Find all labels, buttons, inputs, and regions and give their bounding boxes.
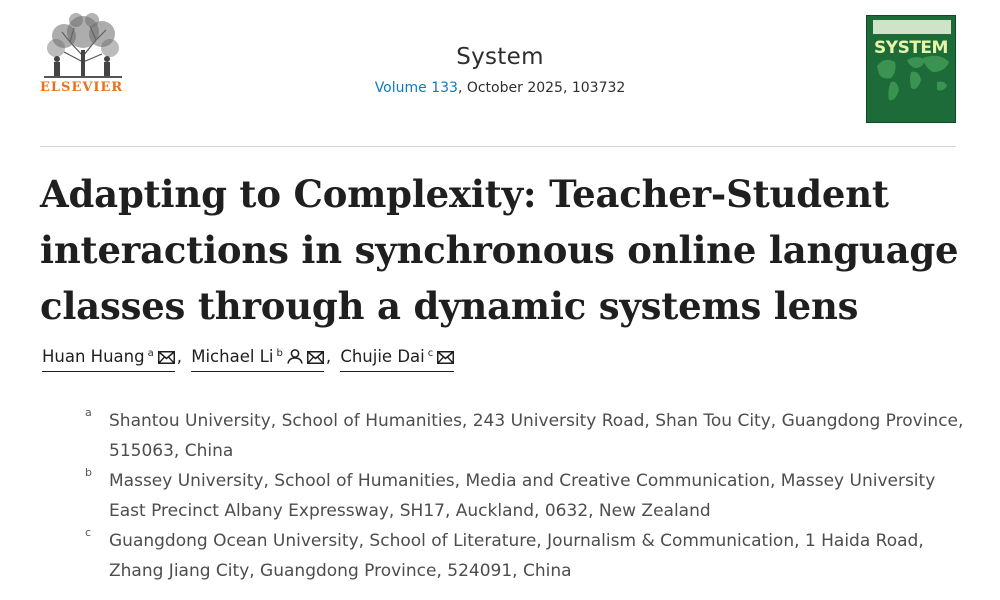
affiliation-label: b xyxy=(85,466,92,479)
author-name: Michael Li xyxy=(191,347,274,366)
journal-meta xyxy=(300,80,700,96)
author-affiliation-marker: c xyxy=(427,348,434,359)
person-icon[interactable] xyxy=(287,349,303,368)
author-chujie-dai[interactable] xyxy=(340,347,454,372)
cover-title: SYSTEM xyxy=(874,38,948,58)
affiliation-label: c xyxy=(85,526,92,539)
affiliation-b xyxy=(85,466,965,526)
article-title: Adapting to Complexity: Teacher-Student interactions in synchronous online language classes through a dynamic systems lens xyxy=(40,172,959,328)
affiliation-label: a xyxy=(85,406,92,419)
author-name: Huan Huang xyxy=(42,347,145,366)
issue-info: , October 2025, 103732 xyxy=(457,80,626,96)
affiliation-text: Shantou University, School of Humanities, 243 University Road, Shan Tou City, Guangdong Province, 515063, China xyxy=(109,411,964,461)
volume-link[interactable]: Volume 133 xyxy=(374,80,458,96)
email-icon[interactable] xyxy=(307,349,324,368)
author-affiliation-marker: a xyxy=(147,348,154,359)
journal-info xyxy=(300,44,700,96)
email-icon[interactable] xyxy=(158,349,175,368)
author-separator: , xyxy=(176,347,182,366)
affiliation-list xyxy=(85,406,965,586)
author-list xyxy=(42,347,454,372)
author-michael-li[interactable] xyxy=(191,347,324,372)
affiliation-text: Guangdong Ocean University, School of Literature, Journalism & Communication, 1 Haida Road, Zhang Jiang City, Guangdong Province, 524091, China xyxy=(109,531,924,581)
author-name: Chujie Dai xyxy=(340,347,425,366)
affiliation-a xyxy=(85,406,965,466)
author-separator: , xyxy=(325,347,332,366)
journal-name[interactable]: System xyxy=(456,44,544,70)
author-affiliation-marker: b xyxy=(276,348,283,359)
affiliation-c xyxy=(85,526,965,586)
affiliation-text: Massey University, School of Humanities, Media and Creative Communication, Massey University East Precinct Albany Expressway, SH17, Auckland, 0632, New Zealand xyxy=(109,471,936,521)
author-huan-huang[interactable] xyxy=(42,347,175,372)
journal-cover-image[interactable] xyxy=(866,15,956,123)
email-icon[interactable] xyxy=(437,349,454,368)
header-divider xyxy=(40,146,956,147)
article-header xyxy=(0,0,1000,145)
publisher-name[interactable]: ELSEVIER xyxy=(40,80,124,95)
